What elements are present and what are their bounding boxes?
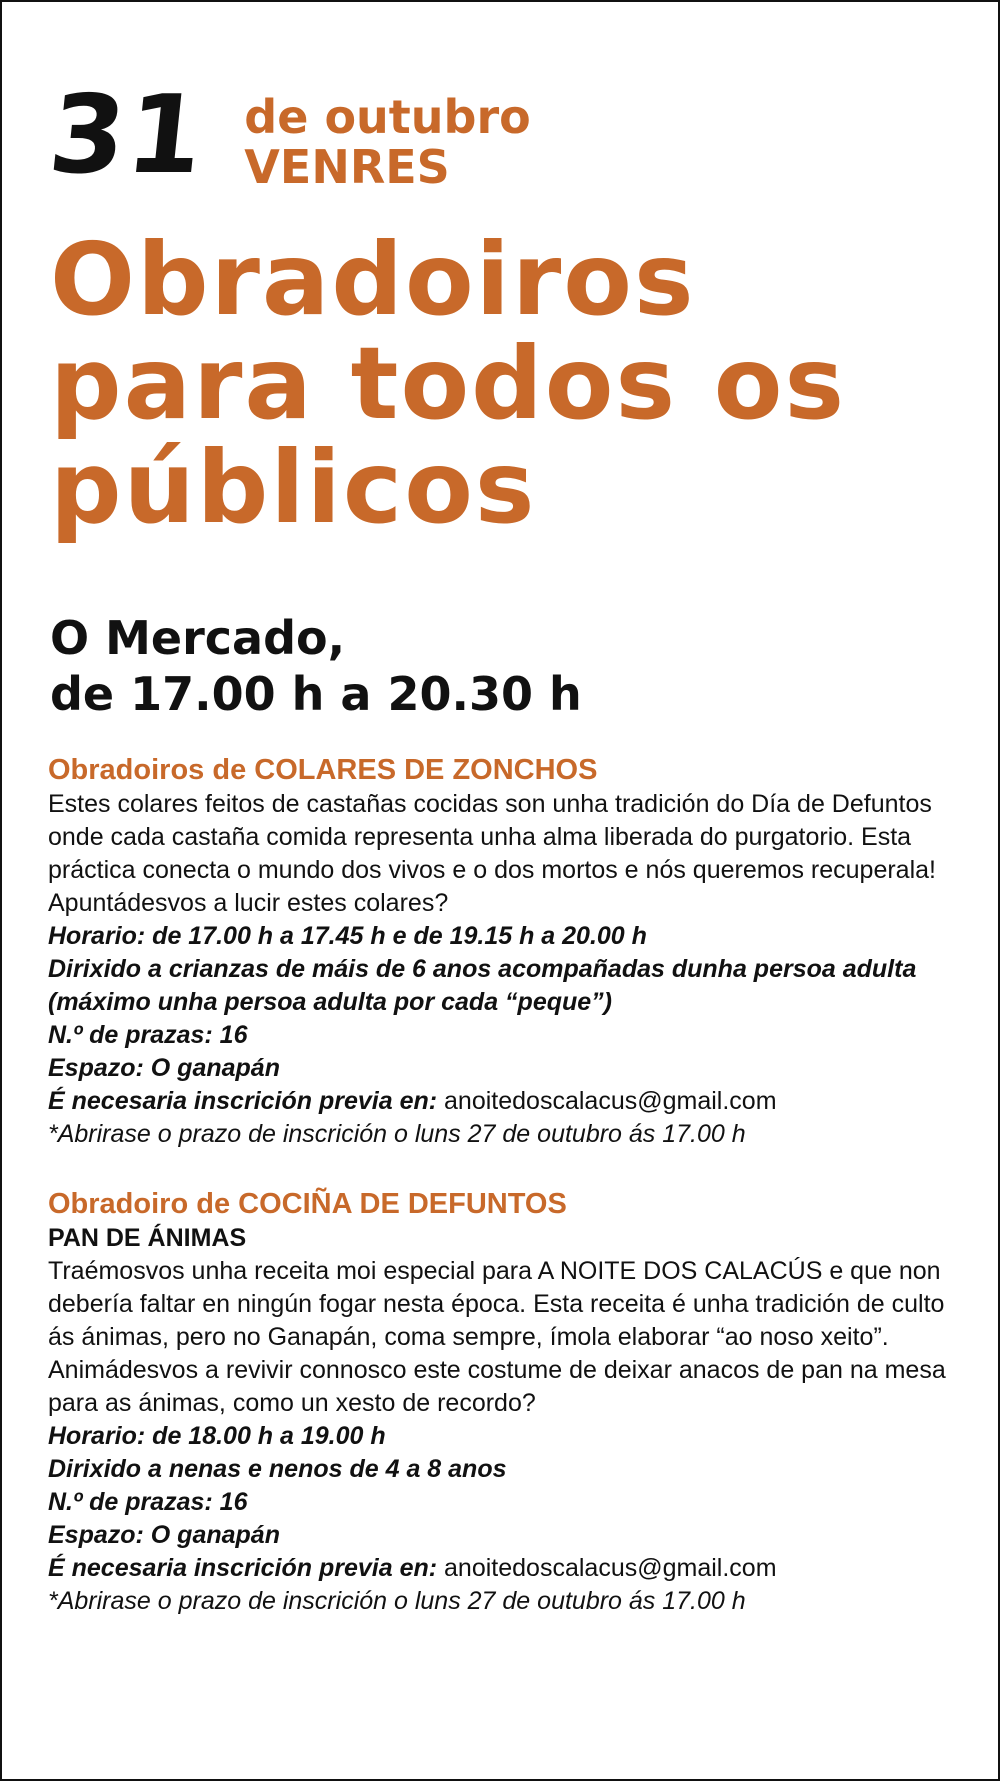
workshop-space: Espazo: O ganapán <box>48 1521 280 1549</box>
date-block <box>43 73 531 198</box>
workshop-colares <box>48 752 968 1151</box>
registration-email[interactable]: anoitedoscalacus@gmail.com <box>444 1087 777 1115</box>
registration-email[interactable]: anoitedoscalacus@gmail.com <box>444 1554 777 1582</box>
title-line-3: públicos <box>50 429 537 546</box>
title-line-1: Obradoiros <box>50 221 696 338</box>
workshop-note: *Abrirase o prazo de inscrición o luns 27 de outubro ás 17.00 h <box>48 1120 746 1148</box>
workshop-registration <box>48 1085 968 1118</box>
workshop-registration <box>48 1552 968 1585</box>
workshop-places: N.º de prazas: 16 <box>48 1021 248 1049</box>
workshop-title-name: COCIÑA DE DEFUNTOS <box>238 1188 567 1220</box>
workshop-space: Espazo: O ganapán <box>48 1054 280 1082</box>
workshop-note: *Abrirase o prazo de inscrición o luns 27 de outubro ás 17.00 h <box>48 1587 746 1615</box>
venue-hours: de 17.00 h a 20.30 h <box>50 667 582 721</box>
workshop-title <box>48 752 968 788</box>
workshop-audience: Dirixido a crianzas de máis de 6 anos acompañadas dunha persoa adulta (máximo unha persoa adulta por cada “peque”) <box>48 955 917 1016</box>
title-line-2: para todos os <box>50 325 847 442</box>
date-text <box>244 92 530 192</box>
workshop-schedule: Horario: de 18.00 h a 19.00 h <box>48 1422 386 1450</box>
weekday-label: VENRES <box>244 140 450 194</box>
workshop-title <box>48 1186 968 1222</box>
venue-block <box>50 610 582 722</box>
venue-place: O Mercado, <box>50 611 346 665</box>
day-number: 31 <box>43 73 211 198</box>
workshop-description: Estes colares feitos de castañas cocidas son unha tradición do Día de Defuntos onde cada castaña comida representa unha alma liberada do purgatorio. Esta práctica conecta o mundo dos vivos e o dos mortos e nós queremos recuperala! Apuntádesvos a lucir estes colares? <box>48 790 936 917</box>
workshop-title-name: COLARES DE ZONCHOS <box>254 754 598 786</box>
workshop-title-prefix: Obradoiros de <box>48 754 255 786</box>
workshop-subtitle: PAN DE ÁNIMAS <box>48 1224 247 1252</box>
workshop-schedule: Horario: de 17.00 h a 17.45 h e de 19.15 h a 20.00 h <box>48 922 647 950</box>
workshop-title-prefix: Obradoiro de <box>48 1188 239 1220</box>
registration-label: É necesaria inscrición previa en: <box>48 1554 438 1582</box>
registration-label: É necesaria inscrición previa en: <box>48 1087 438 1115</box>
workshop-cocina <box>48 1186 968 1618</box>
workshop-places: N.º de prazas: 16 <box>48 1488 248 1516</box>
workshop-description: Traémosvos unha receita moi especial para A NOITE DOS CALACÚS e que non debería faltar en ningún fogar nesta época. Esta receita é unha tradición de culto ás ánimas, pero no Ganapán, coma sempre, ímola elaborar “ao noso xeito”. Animádesvos a revivir connosco este costume de deixar anacos de pan na mesa para as ánimas, como un xesto de recordo? <box>48 1257 946 1417</box>
page-title <box>50 221 847 546</box>
workshop-audience: Dirixido a nenas e nenos de 4 a 8 anos <box>48 1455 507 1483</box>
month-label: de outubro <box>244 90 531 144</box>
